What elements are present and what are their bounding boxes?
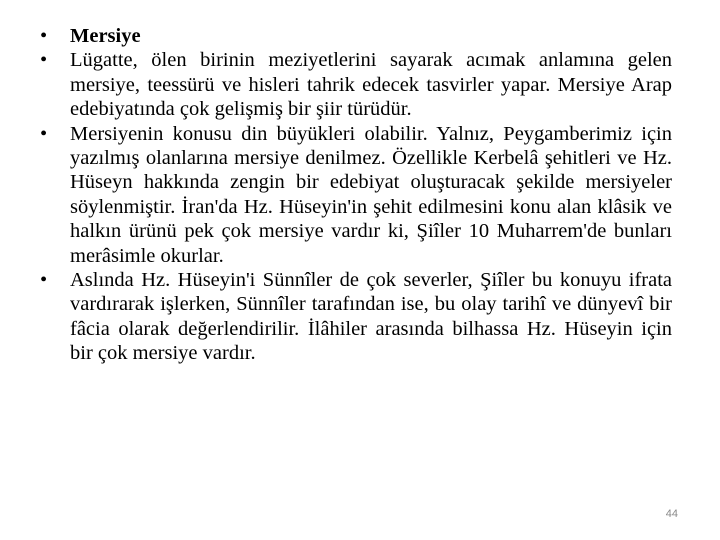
bullet-icon: • xyxy=(40,122,48,145)
bullet-icon: • xyxy=(40,269,48,292)
bullet-icon: • xyxy=(40,25,48,47)
bullet-item-definition xyxy=(40,48,672,121)
page-number: 44 xyxy=(665,508,678,520)
bullet-icon: • xyxy=(40,49,48,72)
bullet-item-title xyxy=(40,24,672,48)
bullet-item-sunni-view xyxy=(40,268,672,366)
bullet-text: Mersiyenin konusu din büyükleri olabilir. Yalnız, Peygamberimiz için yazılmış olanlarına mersiye denilmez. Özellikle Kerbelâ şehitleri ve Hz. Hüseyn hakkında zengin bir edebiyat oluşturacak şekilde mersiyeler söylenmiştir. İran'da Hz. Hüseyin'in şehit edilmesini konu alan klâsik ve halkın ürünü pek çok mersiye vardır ki, Şiîler 10 Muharrem'de bunları merâsimle okurlar. xyxy=(70,122,672,267)
bullet-item-subject xyxy=(40,122,672,268)
bullet-text: Lügatte, ölen birinin meziyetlerini sayarak acımak anlamına gelen mersiye, teessürü ve hisleri tahrik edecek tasvirler yapar. Mersiye Arap edebiyatında çok gelişmiş bir şiir türüdür. xyxy=(70,49,672,121)
bullet-list xyxy=(40,24,672,366)
bullet-text: Aslında Hz. Hüseyin'i Sünnîler de çok severler, Şiîler bu konuyu ifrata vardırarak işlerken, Sünnîler tarafından ise, bu olay tarihî ve dünyevî bir fâcia olarak değerlendirilir. İlâhiler arasında bilhassa Hz. Hüseyin için bir çok mersiye vardır. xyxy=(70,269,672,365)
slide-title: Mersiye xyxy=(70,25,141,47)
